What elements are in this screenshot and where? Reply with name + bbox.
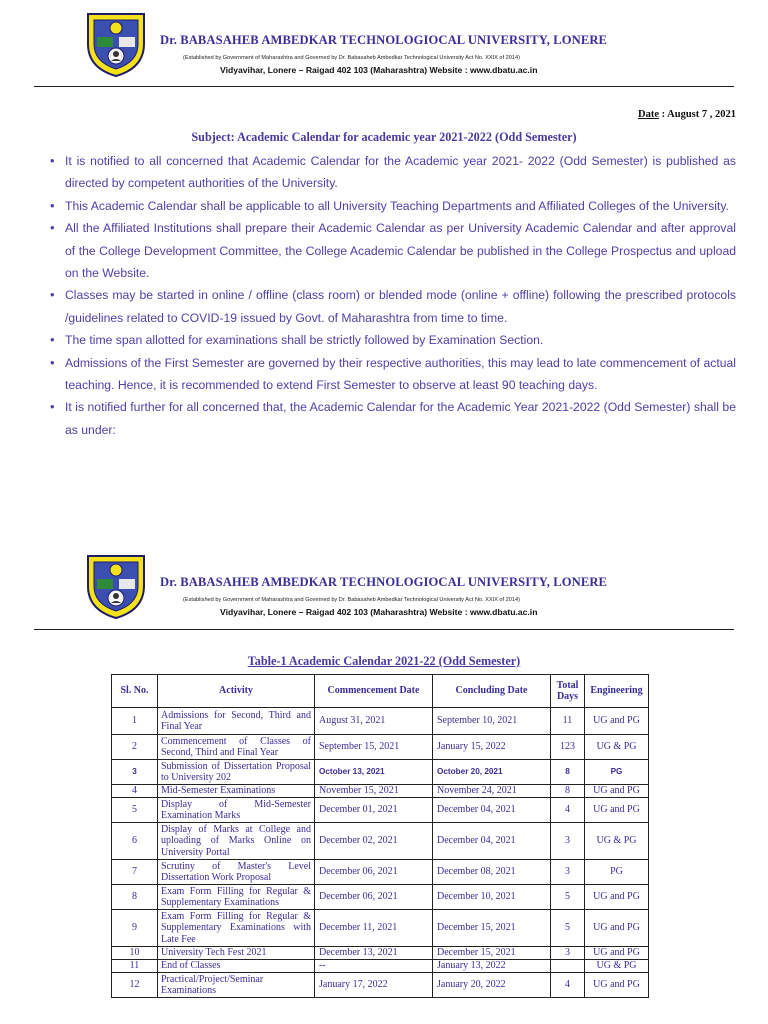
table-title: Table-1 Academic Calendar 2021-22 (Odd Semester) [247,654,521,668]
cell-engineering: UG & PG [585,823,649,860]
cell-start-date: December 13, 2021 [315,947,433,960]
cell-activity: Scrutiny of Master's Level Dissertation Work Proposal [158,860,315,885]
cell-start-date: -- [315,960,433,973]
cell-days: 3 [551,823,585,860]
cell-days: 3 [551,947,585,960]
cell-end-date: January 20, 2022 [433,973,551,998]
table-row [112,708,649,735]
table-row [112,823,649,860]
cell-activity: Exam Form Filling for Regular & Supplementary Examinations with Late Fee [158,910,315,947]
cell-engineering: UG and PG [585,885,649,910]
cell-end-date: December 04, 2021 [433,798,551,823]
cell-sl: 1 [112,708,158,735]
cell-sl: 11 [112,960,158,973]
table-row [112,910,649,947]
cell-activity: University Tech Fest 2021 [158,947,315,960]
cell-activity: End of Classes [158,960,315,973]
cell-start-date: August 31, 2021 [315,708,433,735]
cell-days: 123 [551,735,585,760]
cell-end-date: December 15, 2021 [433,910,551,947]
cell-start-date: November 15, 2021 [315,785,433,798]
cell-end-date: December 04, 2021 [433,823,551,860]
cell-engineering: UG and PG [585,910,649,947]
bullet-item: • The time span allotted for examinations shall be strictly followed by Examination Section. [50,329,736,351]
cell-sl: 3 [112,760,158,785]
cell-engineering: UG and PG [585,947,649,960]
cell-sl: 9 [112,910,158,947]
cell-sl: 10 [112,947,158,960]
cell-end-date: December 15, 2021 [433,947,551,960]
cell-engineering: PG [585,860,649,885]
cell-activity: Mid-Semester Examinations [158,785,315,798]
cell-end-date: January 15, 2022 [433,735,551,760]
cell-end-date: January 13, 2022 [433,960,551,973]
establishment-note: (Established by Government of Maharashtra and Governed by Dr. Babasaheb Ambedkar Technological University Act No. XXIX of 2014) [183,597,520,603]
cell-start-date: December 02, 2021 [315,823,433,860]
date-label: Date [637,109,659,120]
cell-start-date: October 13, 2021 [315,760,433,785]
university-name: Dr. BABASAHEB AMBEDKAR TECHNOLOGIOCAL UNIVERSITY, LONERE [160,33,608,47]
header-total-days: Total Days [551,675,585,708]
cell-activity: Submission of Dissertation Proposal to University 202 [158,760,315,785]
cell-activity: Display of Marks at College and uploading of Marks Online on University Portal [158,823,315,860]
cell-days: 8 [551,760,585,785]
university-emblem-icon [84,552,148,620]
cell-end-date: December 10, 2021 [433,885,551,910]
bullet-item: • All the Affiliated Institutions shall prepare their Academic Calendar as per University Academic Calendar and after approval of the College Development Committee, the College Academic Calendar be published in the College Prospectus and upload on the Website. [50,217,736,284]
cell-days: 11 [551,708,585,735]
cell-days: 4 [551,973,585,998]
bullet-item: • This Academic Calendar shall be applicable to all University Teaching Departments and Affiliated Colleges of the University. [50,195,736,217]
cell-sl: 12 [112,973,158,998]
university-address: Vidyavihar, Lonere – Raigad 402 103 (Maharashtra) Website : www.dbatu.ac.in [220,607,538,617]
cell-engineering: UG and PG [585,785,649,798]
cell-days [551,960,585,973]
header-engineering: Engineering [585,675,649,708]
cell-engineering: UG and PG [585,798,649,823]
header-activity: Activity [158,675,315,708]
header-divider [34,629,734,630]
cell-start-date: September 15, 2021 [315,735,433,760]
cell-start-date: December 06, 2021 [315,860,433,885]
notice-date [638,109,736,120]
cell-activity: Exam Form Filling for Regular & Supplementary Examinations [158,885,315,910]
table-row [112,798,649,823]
cell-sl: 6 [112,823,158,860]
cell-sl: 7 [112,860,158,885]
bullet-item: • It is notified to all concerned that Academic Calendar for the Academic year 2021- 2022 (Odd Semester) is published as directed by competent authorities of the University. [50,150,736,195]
header-concluding-date: Concluding Date [433,675,551,708]
cell-days: 5 [551,910,585,947]
date-value: : August 7 , 2021 [658,109,736,120]
university-name: Dr. BABASAHEB AMBEDKAR TECHNOLOGIOCAL UNIVERSITY, LONERE [160,575,608,589]
cell-end-date: October 20, 2021 [433,760,551,785]
cell-sl: 2 [112,735,158,760]
cell-engineering: UG & PG [585,960,649,973]
cell-start-date: December 11, 2021 [315,910,433,947]
table-header-row [112,675,649,708]
cell-activity: Display of Mid-Semester Examination Marks [158,798,315,823]
table-row [112,860,649,885]
university-address: Vidyavihar, Lonere – Raigad 402 103 (Maharashtra) Website : www.dbatu.ac.in [220,65,538,75]
cell-activity: Commencement of Classes of Second, Third and Final Year [158,735,315,760]
bullet-item: • Admissions of the First Semester are governed by their respective authorities, this may lead to late commencement of actual teaching. Hence, it is recommended to extend First Semester to observe at least 90 teaching days. [50,352,736,397]
cell-start-date: December 01, 2021 [315,798,433,823]
bullet-item: • Classes may be started in online / offline (class room) or blended mode (online + offline) following the prescribed protocols /guidelines related to COVID-19 issued by Govt. of Maharashtra from time to time. [50,284,736,329]
header-divider [34,86,734,87]
cell-sl: 8 [112,885,158,910]
cell-end-date: September 10, 2021 [433,708,551,735]
cell-activity: Admissions for Second, Third and Final Year [158,708,315,735]
table-row [112,973,649,998]
cell-days: 5 [551,885,585,910]
university-emblem-icon [84,10,148,78]
table-row [112,785,649,798]
cell-start-date: December 06, 2021 [315,885,433,910]
table-row [112,960,649,973]
letterhead-page-two [0,548,768,628]
header-commencement-date: Commencement Date [315,675,433,708]
cell-days: 8 [551,785,585,798]
notice-subject: Subject: Academic Calendar for academic year 2021-2022 (Odd Semester) [191,130,577,144]
table-row [112,947,649,960]
cell-end-date: November 24, 2021 [433,785,551,798]
cell-activity: Practical/Project/Seminar Examinations [158,973,315,998]
cell-engineering: PG [585,760,649,785]
cell-sl: 5 [112,798,158,823]
cell-engineering: UG & PG [585,735,649,760]
cell-days: 4 [551,798,585,823]
cell-end-date: December 08, 2021 [433,860,551,885]
header-sl-no: Sl. No. [112,675,158,708]
academic-calendar-table [111,674,649,998]
notice-bullet-list [50,150,736,441]
table-row [112,760,649,785]
letterhead-top [0,6,768,86]
table-row [112,735,649,760]
cell-engineering: UG and PG [585,973,649,998]
bullet-item: • It is notified further for all concerned that, the Academic Calendar for the Academic Year 2021-2022 (Odd Semester) shall be as under: [50,396,736,441]
cell-engineering: UG and PG [585,708,649,735]
table-row [112,885,649,910]
cell-days: 3 [551,860,585,885]
establishment-note: (Established by Government of Maharashtra and Governed by Dr. Babasaheb Ambedkar Technological University Act No. XXIX of 2014) [183,55,520,61]
cell-sl: 4 [112,785,158,798]
cell-start-date: January 17, 2022 [315,973,433,998]
